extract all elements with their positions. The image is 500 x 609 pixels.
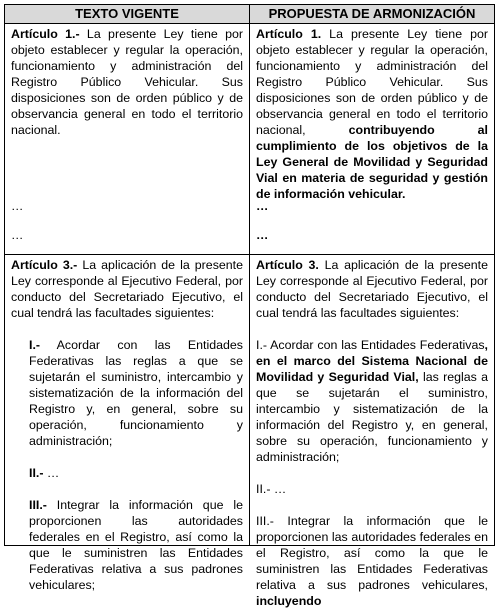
cell-art1-current bbox=[5, 24, 249, 254]
art3-proposal-i-added: , en el marco del Sistema Nacional de Movilidad y Seguridad Vial, bbox=[256, 338, 488, 384]
art1-proposal-ellipsis-1: … bbox=[256, 199, 269, 213]
art3-current-fraction-i bbox=[11, 337, 243, 449]
art1-current-ellipsis-2: … bbox=[11, 228, 24, 242]
art1-current-ellipsis-1: … bbox=[11, 199, 24, 213]
art3-proposal-i-post: las reglas a que se sujetarán el suministro, intercambio y sistematización de la información del Registro y, en general, sobre su operación, funcionamiento y administración; bbox=[256, 370, 489, 464]
art3-current-ii-text: … bbox=[43, 466, 60, 480]
art1-proposal-title: Artículo 1. bbox=[256, 27, 322, 41]
art3-current-title: Artículo 3.- bbox=[11, 258, 78, 272]
art3-current-body: La aplicación de la presente Ley corresponde al Ejecutivo Federal, por conducto del Secretariado Ejecutivo, el cual tendrá las facultades siguientes: bbox=[11, 258, 243, 320]
art3-proposal-text bbox=[256, 257, 488, 321]
art3-proposal-title: Artículo 3. bbox=[256, 258, 319, 272]
art3-current-ii-label: II.- bbox=[29, 466, 44, 480]
art3-current-iii-label: III.- bbox=[29, 498, 47, 512]
art1-proposal-text bbox=[256, 26, 488, 202]
art1-current-body: La presente Ley tiene por objeto establecer y regular la operación, funcionamiento y administración del Registro Público Vehicular. Sus disposiciones son de orden público y de observancia general en todo el territorio nacional. bbox=[11, 27, 244, 137]
cell-art3-proposal bbox=[250, 255, 494, 608]
art1-proposal-ellipsis-2: … bbox=[256, 228, 269, 242]
cell-art3-current bbox=[5, 255, 249, 592]
art3-current-text bbox=[11, 257, 243, 321]
art1-proposal-body: La presente Ley tiene por objeto establecer y regular la operación, funcionamiento y administración del Registro Público Vehicular. Sus disposiciones son de orden público y de observancia general en todo el territorio nacional, bbox=[256, 27, 489, 137]
art3-proposal-fraction-ii: II.- … bbox=[256, 482, 287, 496]
art3-current-fraction-iii bbox=[11, 497, 243, 593]
art3-proposal-fraction-iii bbox=[256, 513, 488, 609]
art3-current-i-label: I.- bbox=[29, 338, 41, 352]
comparison-table bbox=[4, 4, 495, 608]
art3-proposal-iii-pre: III.- Integrar la información que le proporcionen las autoridades federales en el Registro, así como la que le suministren las Entidades Federativas relativa a sus padrones vehiculares, bbox=[256, 514, 488, 592]
art1-current-text bbox=[11, 26, 243, 138]
art3-proposal-iii-added: incluyendo bbox=[256, 594, 322, 608]
art1-current-title: Artículo 1.- bbox=[11, 27, 80, 41]
art3-current-i-text: Acordar con las Entidades Federativas las reglas a que se sujetarán el suministro, intercambio y sistematización de la información del Registro y, en general, sobre su operación, funcionamiento y administración; bbox=[29, 338, 243, 448]
art3-proposal-i-pre: I.- Acordar con las Entidades Federativas bbox=[256, 338, 485, 352]
header-current-text: TEXTO VIGENTE bbox=[75, 6, 179, 21]
cell-art1-proposal bbox=[250, 24, 494, 254]
art3-current-iii-text: Integrar la información que le proporcionen las autoridades federales en el Registro, así como la que le suministren las Entidades Federativas relativa a sus padrones vehiculares; bbox=[29, 498, 243, 592]
art3-proposal-fraction-i bbox=[256, 337, 488, 465]
art3-current-fraction-ii bbox=[11, 465, 243, 481]
header-proposal: PROPUESTA DE ARMONIZACIÓN bbox=[268, 6, 476, 21]
art3-proposal-body: La aplicación de la presente Ley corresponde al Ejecutivo Federal, por conducto del Secretariado Ejecutivo, el cual tendrá las facultades siguientes: bbox=[256, 258, 488, 320]
art1-proposal-added: contribuyendo al cumplimiento de los objetivos de la Ley General de Movilidad y Seguridad Vial en materia de seguridad y gestión de información vehicular. bbox=[256, 123, 488, 201]
